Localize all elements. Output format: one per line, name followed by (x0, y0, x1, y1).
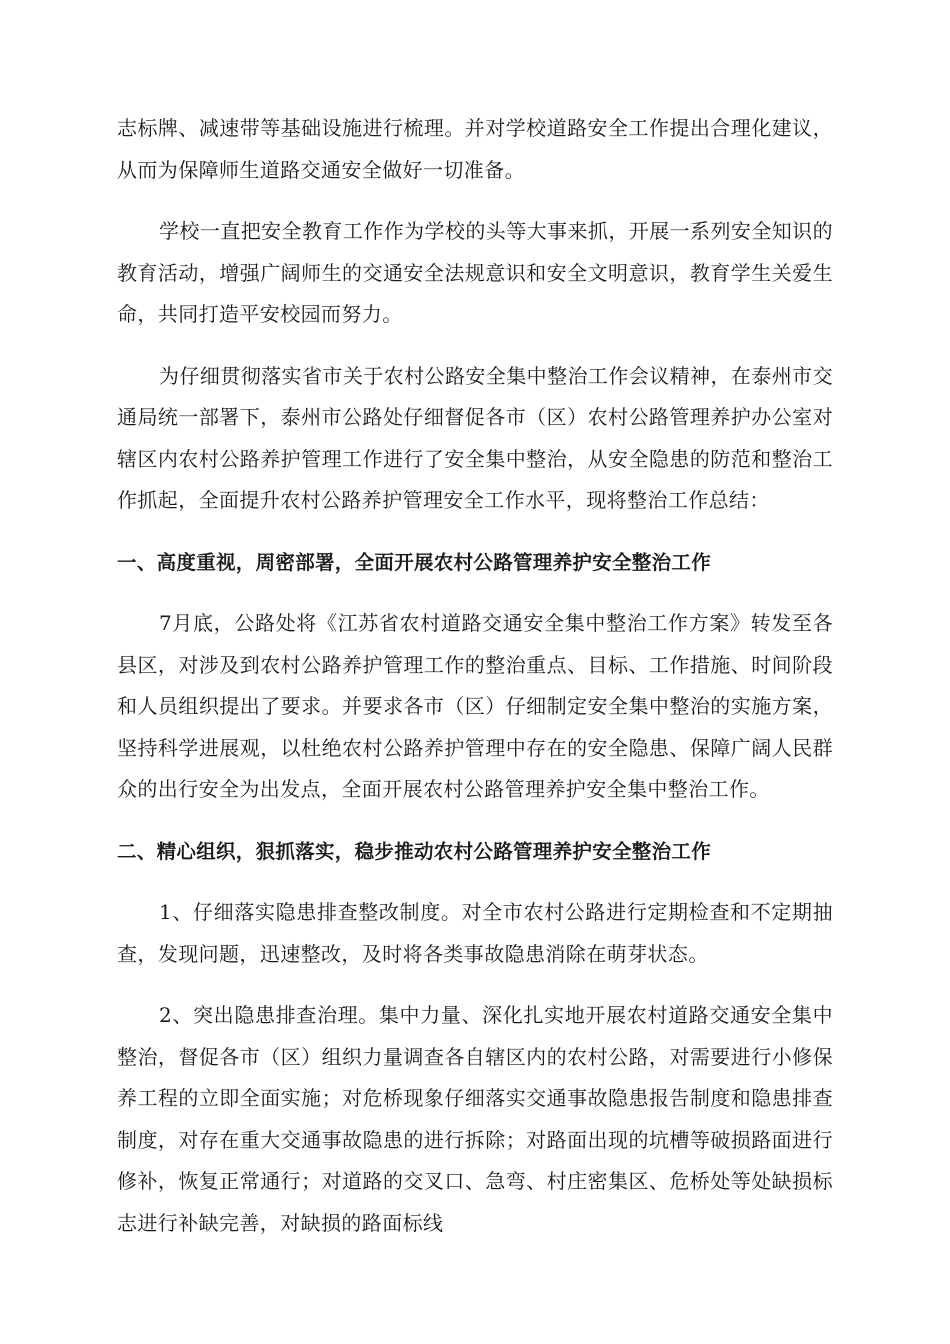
section-heading-1: 一、高度重视，周密部署，全面开展农村公路管理养护安全整治工作 (117, 550, 712, 574)
paragraph-rectification-intro: 为仔细贯彻落实省市关于农村公路安全集中整治工作会议精神，在泰州市交通局统一部署下，泰州市公路处仔细督促各市（区）农村公路管理养护办公室对辖区内农村公路养护管理工作进行了安全集中整治，从安全隐患的防范和整治工作抓起，全面提升农村公路养护管理安全工作水平，现将整治工作总结： (117, 363, 833, 512)
paragraph-july-plan: 7月底，公路处将《江苏省农村道路交通安全集中整治工作方案》转发至各县区，对涉及到农村公路养护管理工作的整治重点、目标、工作措施、时间阶段和人员组织提出了要求。并要求各市（区）仔细制定安全集中整治的实施方案，坚持科学进展观，以杜绝农村公路养护管理中存在的安全隐患、保障广阔人民群众的出行安全为出发点，全面开展农村公路管理养护安全集中整治工作。 (117, 611, 833, 801)
paragraph-item-1: 1、仔细落实隐患排查整改制度。对全市农村公路进行定期检查和不定期抽查，发现问题，迅速整改，及时将各类事故隐患消除在萌芽状态。 (117, 900, 833, 966)
paragraph-item-2: 2、突出隐患排查治理。集中力量、深化扎实地开展农村道路交通安全集中整治，督促各市（区）组织力量调查各自辖区内的农村公路，对需要进行小修保养工程的立即全面实施；对危桥现象仔细落实交通事故隐患报告制度和隐患排查制度，对存在重大交通事故隐患的进行拆除；对路面出现的坑槽等破损路面进行修补，恢复正常通行；对道路的交叉口、急弯、村庄密集区、危桥处等处缺损标志进行补缺完善，对缺损的路面标线 (117, 1003, 833, 1235)
paragraph-school-safety-education: 学校一直把安全教育工作作为学校的头等大事来抓，开展一系列安全知识的教育活动，增强广阔师生的交通安全法规意识和安全文明意识，教育学生关爱生命，共同打造平安校园而努力。 (117, 219, 833, 326)
document-body (117, 108, 833, 1264)
paragraph-continuation: 志标牌、减速带等基础设施进行梳理。并对学校道路安全工作提出合理化建议，从而为保障师生道路交通安全做好一切准备。 (117, 116, 833, 182)
section-heading-2: 二、精心组织，狠抓落实，稳步推动农村公路管理养护安全整治工作 (117, 839, 712, 863)
